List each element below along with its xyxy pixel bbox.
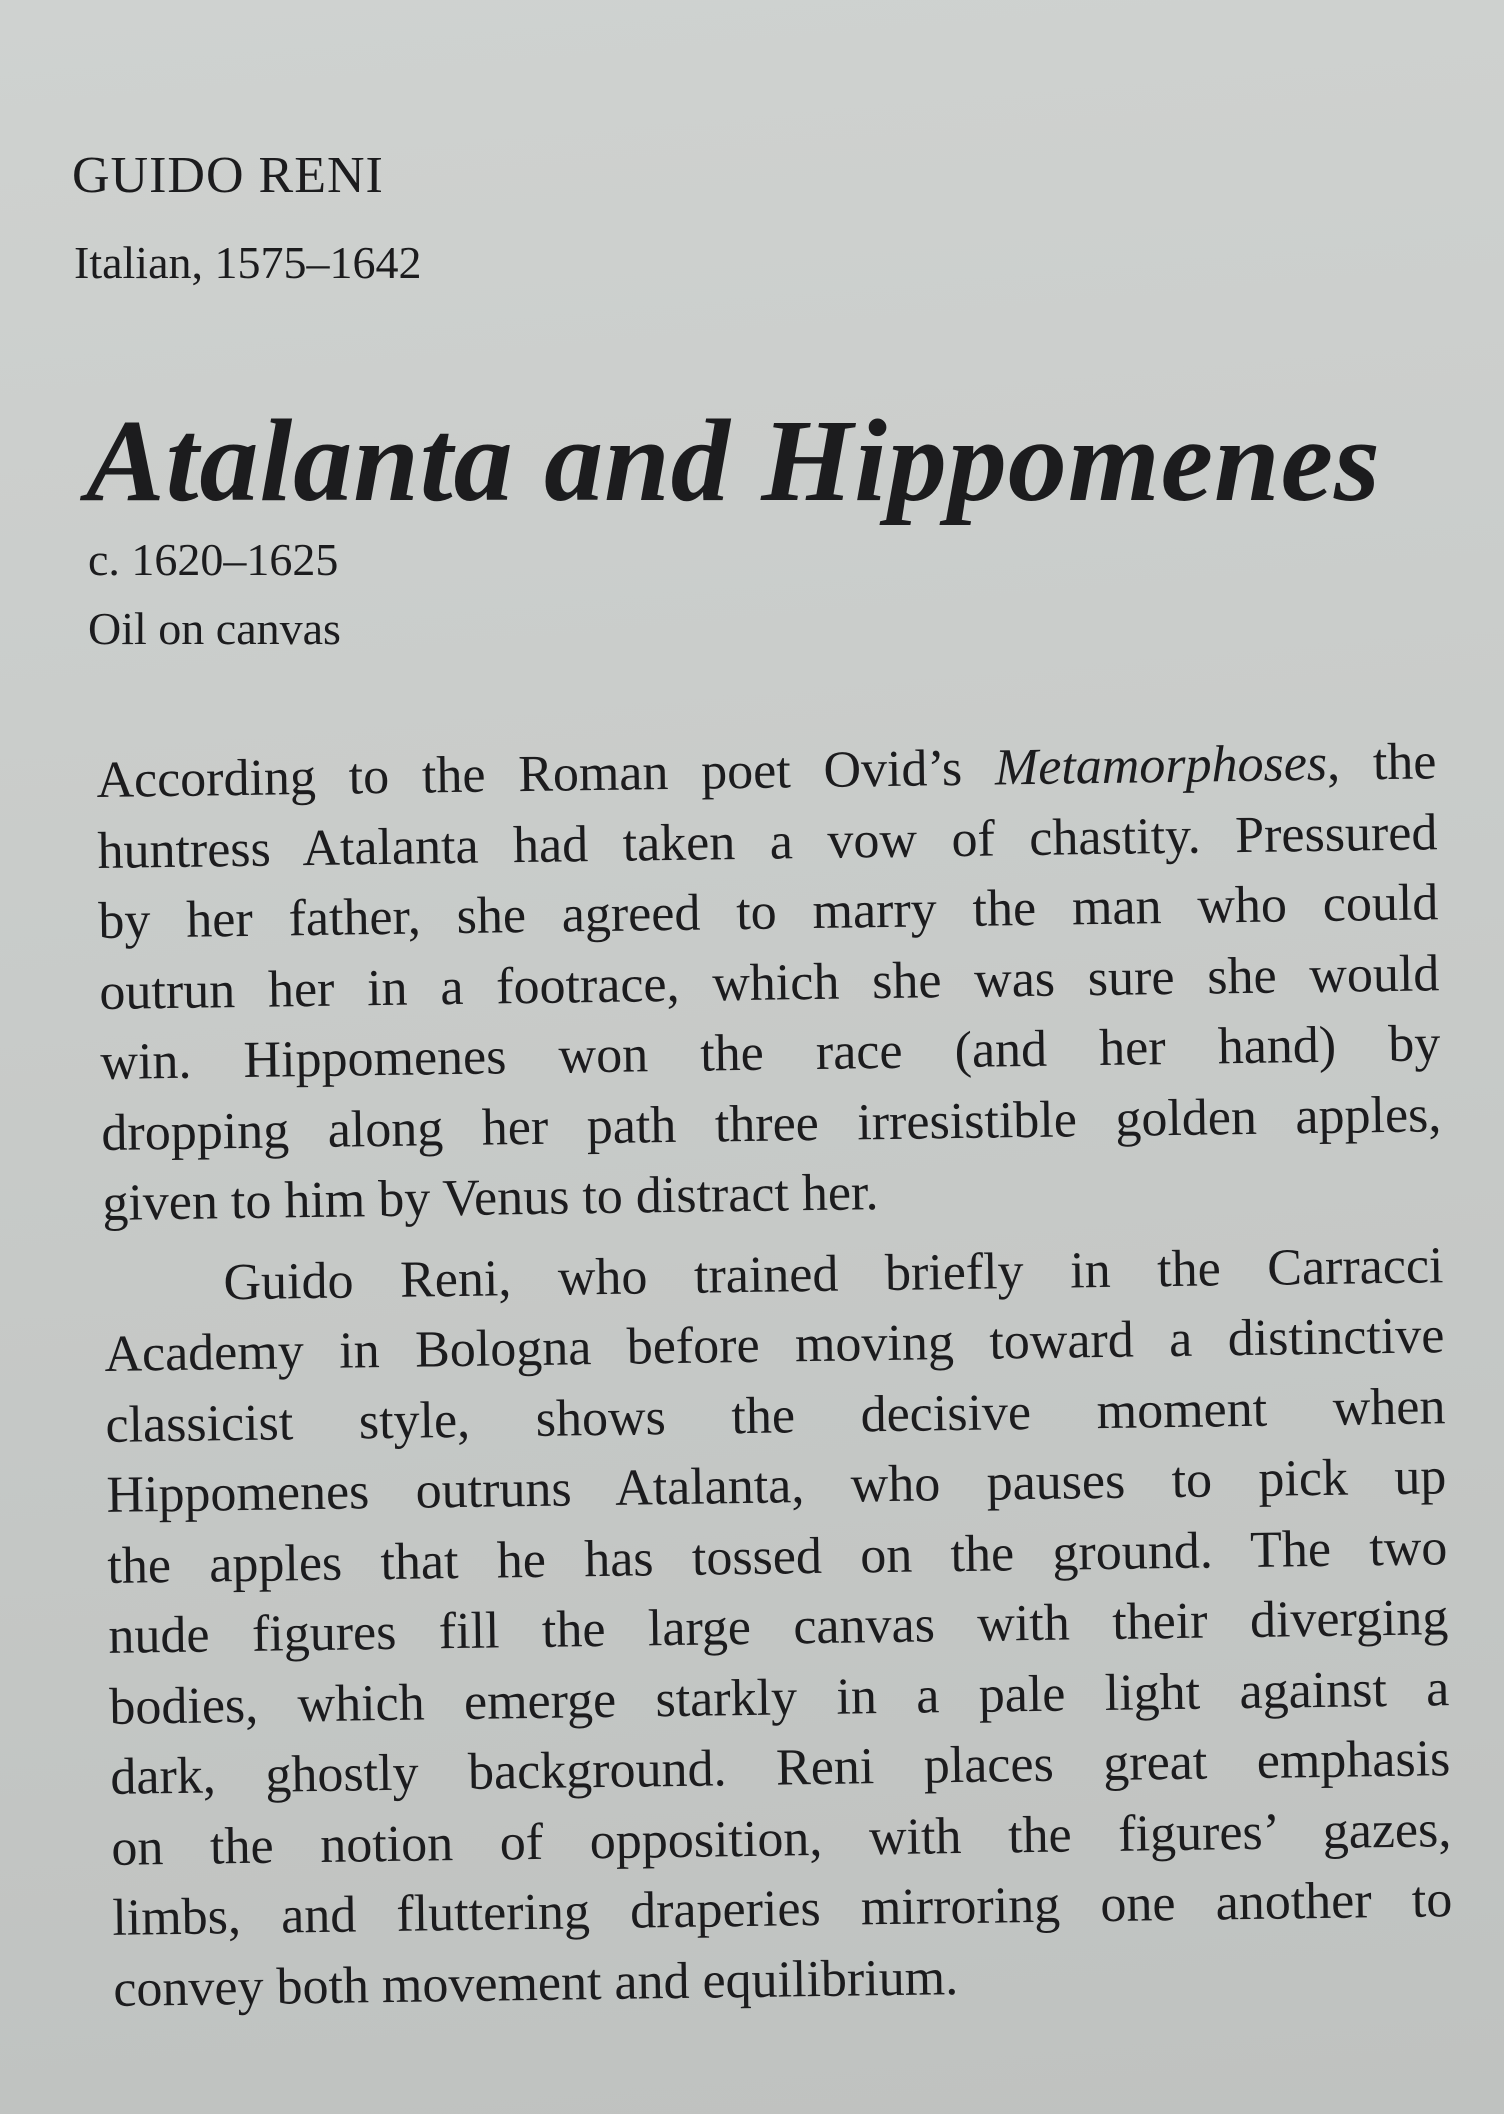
paragraph-line: huntress Atalanta had taken a vow of chastity. Pressured (97, 803, 1438, 880)
paragraph-line: win. Hippomenes won the race (and her hand) by (100, 1015, 1441, 1091)
paragraph-line: classicist style, shows the decisive moment when (105, 1377, 1446, 1454)
artwork-medium: Oil on canvas (88, 603, 341, 654)
paragraph-line: Academy in Bologna before moving toward a distinctive (104, 1307, 1445, 1383)
paragraph-line: bodies, which emerge starkly in a pale light against a (109, 1659, 1450, 1736)
description-paragraph-1 (96, 727, 1443, 1239)
paragraph-line: nude figures fill the large canvas with their diverging (108, 1589, 1449, 1665)
paragraph-line: Guido Reni, who trained briefly in the Carracci (223, 1236, 1444, 1311)
book-title: Metamorphoses (994, 734, 1328, 797)
artwork-date: c. 1620–1625 (88, 534, 339, 585)
paragraph-line: According to the Roman poet Ovid’s Metamorphoses, the (96, 733, 1437, 809)
paragraph-line: on the notion of opposition, with the figures’ gazes, (110, 1800, 1452, 1877)
paragraph-line: limbs, and fluttering draperies mirroring one another to (111, 1871, 1453, 1947)
artist-name: GUIDO RENI (72, 147, 384, 204)
paragraph-line: given to him by Venus to distract her. (101, 1164, 879, 1232)
artist-nationality-dates: Italian, 1575–1642 (74, 237, 422, 288)
paragraph-line: dropping along her path three irresistible golden apples, (101, 1085, 1442, 1162)
description (96, 727, 1454, 2025)
paragraph-line: by her father, she agreed to marry the man who could (98, 874, 1439, 950)
description-paragraph-2 (103, 1231, 1454, 2025)
paragraph-line: Hippomenes outruns Atalanta, who pauses to pick up (106, 1448, 1447, 1524)
paragraph-line: the apples that he has tossed on the ground. The two (107, 1518, 1448, 1595)
paragraph-line: convey both movement and equilibrium. (112, 1948, 959, 2018)
paragraph-line: outrun her in a footrace, which she was sure she would (99, 944, 1440, 1021)
artwork-title: Atalanta and Hippomenes (86, 395, 1381, 526)
paragraph-line: dark, ghostly background. Reni places great emphasis (110, 1730, 1451, 1806)
